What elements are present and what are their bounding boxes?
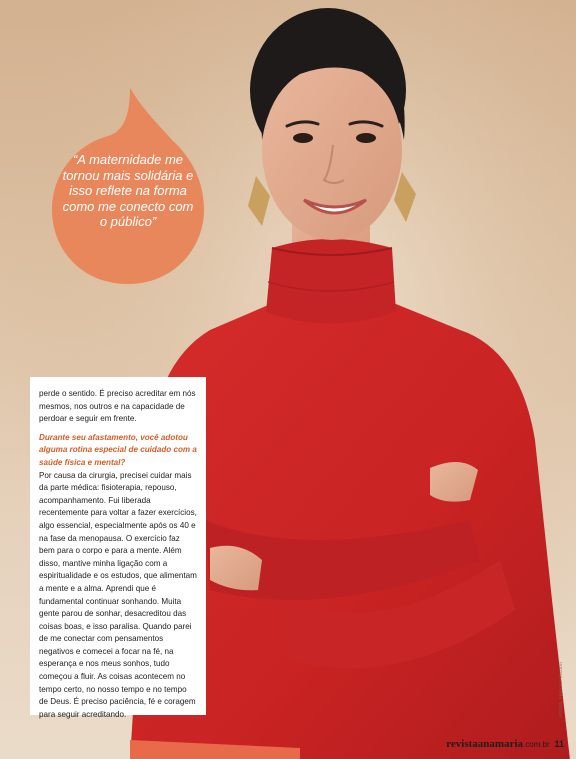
page-number: 11 <box>554 739 564 749</box>
interview-answer: Por causa da cirurgia, precisei cuidar mais da parte médica: fisioterapia, repouso, acompanhamento. Fui liberada recentemente para voltar a fazer exercícios, algo essencial, especialmente após os 40 e na fase da menopausa. O exercício faz bem para o corpo e para a mente. Além disso, mantive minha ligação com a espiritualidade e os estudos, que alimentam a mente e a alma. Aprendi que é fundamental continuar sonhando. Muita gente parou de sonhar, desacreditou das coisas boas, e isso paralisa. Quando parei de me conectar com pensamentos negativos e comecei a focar na fé, na esperança e nos meus sonhos, tudo começou a fluir. As coisas acontecem no tempo certo, no nosso tempo e no tempo de Deus. É preciso paciência, fé e coragem para seguir acreditando. <box>39 470 197 719</box>
magazine-brand: revistaanamaria <box>446 738 524 750</box>
page-footer <box>446 738 564 750</box>
photo-credit: FOTOS: PRISCILA ROZANI <box>558 662 563 717</box>
pull-quote: “A maternidade me tornou mais solidária e isso reflete na forma como me conecto com o público” <box>62 152 194 229</box>
article-paragraph-intro: perde o sentido. É preciso acreditar em nós mesmos, nos outros e na capacidade de perdoar e seguir em frente. <box>39 389 196 424</box>
interview-question: Durante seu afastamento, você adotou alguma rotina especial de cuidado com a saúde física e mental? <box>39 432 197 467</box>
magazine-domain: .com.br <box>523 740 550 749</box>
article-text-box <box>30 377 206 719</box>
